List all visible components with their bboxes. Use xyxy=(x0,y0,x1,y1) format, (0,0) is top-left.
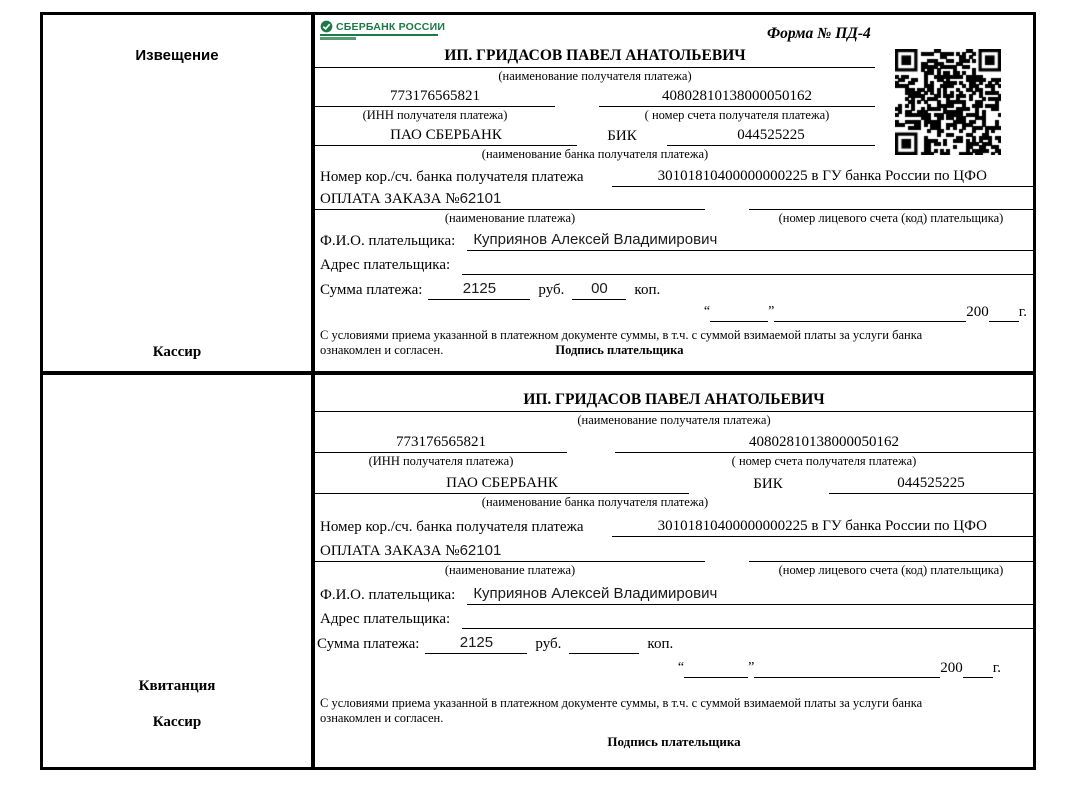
payment-name-field xyxy=(315,541,705,562)
bik-label: БИК xyxy=(753,476,783,492)
year-prefix: 200 xyxy=(940,660,963,676)
payer-address-value xyxy=(462,274,1033,275)
cashier-label-receipt: Кассир xyxy=(152,714,202,730)
sum-row xyxy=(315,279,1033,300)
account-value: 40802810138000050162 xyxy=(599,86,875,107)
sum-label: Сумма платежа: xyxy=(320,282,423,298)
order-number: 62101 xyxy=(459,542,502,559)
payment-caption: (наименование платежа) xyxy=(444,211,576,225)
pd4-form-table xyxy=(40,12,1036,770)
year-prefix: 200 xyxy=(966,304,989,320)
payment-captions-row xyxy=(315,210,1033,226)
account-caption: ( номер счета получателя платежа) xyxy=(644,108,830,122)
signature-label: Подпись плательщика xyxy=(555,343,684,357)
account-value: 40802810138000050162 xyxy=(615,432,1033,453)
segment-gap xyxy=(705,210,749,226)
payer-fio-value: Куприянов Алексей Владимирович xyxy=(467,230,1033,251)
payment-name-row xyxy=(315,189,1033,210)
korr-label: Номер кор./сч. банка получателя платежа xyxy=(320,519,584,535)
date-month-field xyxy=(754,677,940,678)
year-suffix: г. xyxy=(992,660,1001,676)
address-label: Адрес плательщика: xyxy=(320,611,451,627)
korr-value: 30101810400000000225 в ГУ банка России по ЦФО xyxy=(612,166,1033,187)
inn-account-captions xyxy=(315,107,875,123)
inn-caption: (ИНН получателя платежа) xyxy=(368,454,514,468)
order-number: 62101 xyxy=(459,190,502,207)
account-caption: ( номер счета получателя платежа) xyxy=(731,454,917,468)
payer-address-row xyxy=(315,609,1033,629)
year-field xyxy=(963,677,993,678)
terms-line2: ознакомлен и согласен. xyxy=(320,711,444,725)
terms-block xyxy=(315,328,1033,358)
amount-rub-value: 2125 xyxy=(428,279,530,300)
sum-row xyxy=(315,633,1033,654)
korr-label: Номер кор./сч. банка получателя платежа xyxy=(320,169,584,185)
amount-kop-value: 00 xyxy=(572,279,626,300)
quote-open: “ xyxy=(677,660,685,675)
recipient-name: ИП. ГРИДАСОВ ПАВЕЛ АНАТОЛЬЕВИЧ xyxy=(315,390,1033,412)
bank-bik-row xyxy=(315,473,1033,494)
bik-label: БИК xyxy=(607,128,637,144)
inn-value: 773176565821 xyxy=(315,432,567,453)
personal-account-caption: (номер лицевого счета (код) плательщика) xyxy=(778,211,1004,225)
terms-line2: ознакомлен и согласен. xyxy=(320,343,444,357)
receipt-form-cell xyxy=(315,375,1033,767)
payment-captions-row xyxy=(315,562,1033,578)
quote-close: ” xyxy=(748,660,755,675)
bik-value: 044525225 xyxy=(829,473,1033,494)
bank-name-value: ПАО СБЕРБАНК xyxy=(315,125,577,146)
terms-line2-row xyxy=(320,343,1033,358)
column-gap xyxy=(567,453,615,469)
terms-line1: С условиями приема указанной в платежном документе суммы, в т.ч. с суммой взимаемой платы за услуги банка xyxy=(320,328,923,342)
receipt-section-label: Квитанция xyxy=(138,678,216,694)
sberbank-emblem-icon xyxy=(320,20,333,33)
cashier-label-notice: Кассир xyxy=(152,344,202,360)
korr-account-row xyxy=(315,166,1033,187)
bank-caption: (наименование банка получателя платежа) xyxy=(481,147,709,161)
terms-line1: С условиями приема указанной в платежном документе суммы, в т.ч. с суммой взимаемой платы за услуги банка xyxy=(320,696,923,710)
inn-caption: (ИНН получателя платежа) xyxy=(362,108,508,122)
form-number: Форма № ПД-4 xyxy=(767,25,871,42)
date-day-field xyxy=(684,677,748,678)
date-row xyxy=(315,302,1027,322)
amount-rub-value: 2125 xyxy=(425,633,527,654)
column-gap xyxy=(555,107,599,123)
notice-stub-cell xyxy=(43,15,311,371)
personal-account-caption: (номер лицевого счета (код) плательщика) xyxy=(778,563,1004,577)
payment-name-row xyxy=(315,541,1033,562)
bank-name-value: ПАО СБЕРБАНК xyxy=(315,473,689,494)
sberbank-logo-tagline xyxy=(320,37,356,40)
payment-name-prefix: ОПЛАТА ЗАКАЗА № xyxy=(320,191,460,207)
recipient-name: ИП. ГРИДАСОВ ПАВЕЛ АНАТОЛЬЕВИЧ xyxy=(315,46,875,68)
inn-account-row xyxy=(315,432,1033,453)
kop-label: коп. xyxy=(634,282,661,298)
inn-account-captions xyxy=(315,453,1033,469)
inn-value: 773176565821 xyxy=(315,86,555,107)
notice-header-row xyxy=(315,18,1033,46)
quote-open: “ xyxy=(703,304,711,319)
fio-label: Ф.И.О. плательщика: xyxy=(320,587,456,603)
sberbank-logo-main xyxy=(320,20,446,36)
payer-address-row xyxy=(315,255,1033,275)
rub-label: руб. xyxy=(538,282,565,298)
signature-label: Подпись плательщика xyxy=(607,734,741,749)
quote-close: ” xyxy=(768,304,775,319)
korr-account-row xyxy=(315,516,1033,537)
payment-caption: (наименование платежа) xyxy=(444,563,576,577)
rub-label: руб. xyxy=(535,636,562,652)
year-suffix: г. xyxy=(1018,304,1027,320)
payer-address-value xyxy=(462,628,1033,629)
korr-value: 30101810400000000225 в ГУ банка России по ЦФО xyxy=(612,516,1033,537)
payment-name-prefix: ОПЛАТА ЗАКАЗА № xyxy=(320,543,460,559)
notice-form-cell xyxy=(315,15,1033,371)
terms-block xyxy=(315,696,1033,726)
payer-fio-row xyxy=(315,230,1033,251)
kop-label: коп. xyxy=(647,636,674,652)
personal-account-field xyxy=(749,561,1033,562)
bik-value: 044525225 xyxy=(667,125,875,146)
recipient-caption: (наименование получателя платежа) xyxy=(498,69,692,83)
notice-upper-block xyxy=(315,46,875,162)
sum-label: Сумма платежа: xyxy=(317,636,420,652)
address-label: Адрес плательщика: xyxy=(320,257,451,273)
recipient-caption: (наименование получателя платежа) xyxy=(577,413,771,427)
sberbank-logo-text: СБЕРБАНК РОССИИ xyxy=(336,20,446,33)
date-month-field xyxy=(774,321,966,322)
year-field xyxy=(989,321,1019,322)
payment-name-field xyxy=(315,189,705,210)
qr-code xyxy=(895,49,1001,155)
date-row xyxy=(315,658,1001,678)
notice-section-label: Извещение xyxy=(135,47,219,64)
receipt-stub-cell xyxy=(43,375,311,767)
segment-gap xyxy=(705,562,749,578)
inn-account-row xyxy=(315,86,875,107)
bank-caption: (наименование банка получателя платежа) xyxy=(481,495,709,509)
payer-fio-row xyxy=(315,584,1033,605)
bank-bik-row xyxy=(315,125,875,146)
amount-kop-value xyxy=(569,653,639,654)
personal-account-field xyxy=(749,209,1033,210)
payer-fio-value: Куприянов Алексей Владимирович xyxy=(467,584,1033,605)
fio-label: Ф.И.О. плательщика: xyxy=(320,233,456,249)
sberbank-logo xyxy=(320,20,446,40)
date-day-field xyxy=(710,321,768,322)
